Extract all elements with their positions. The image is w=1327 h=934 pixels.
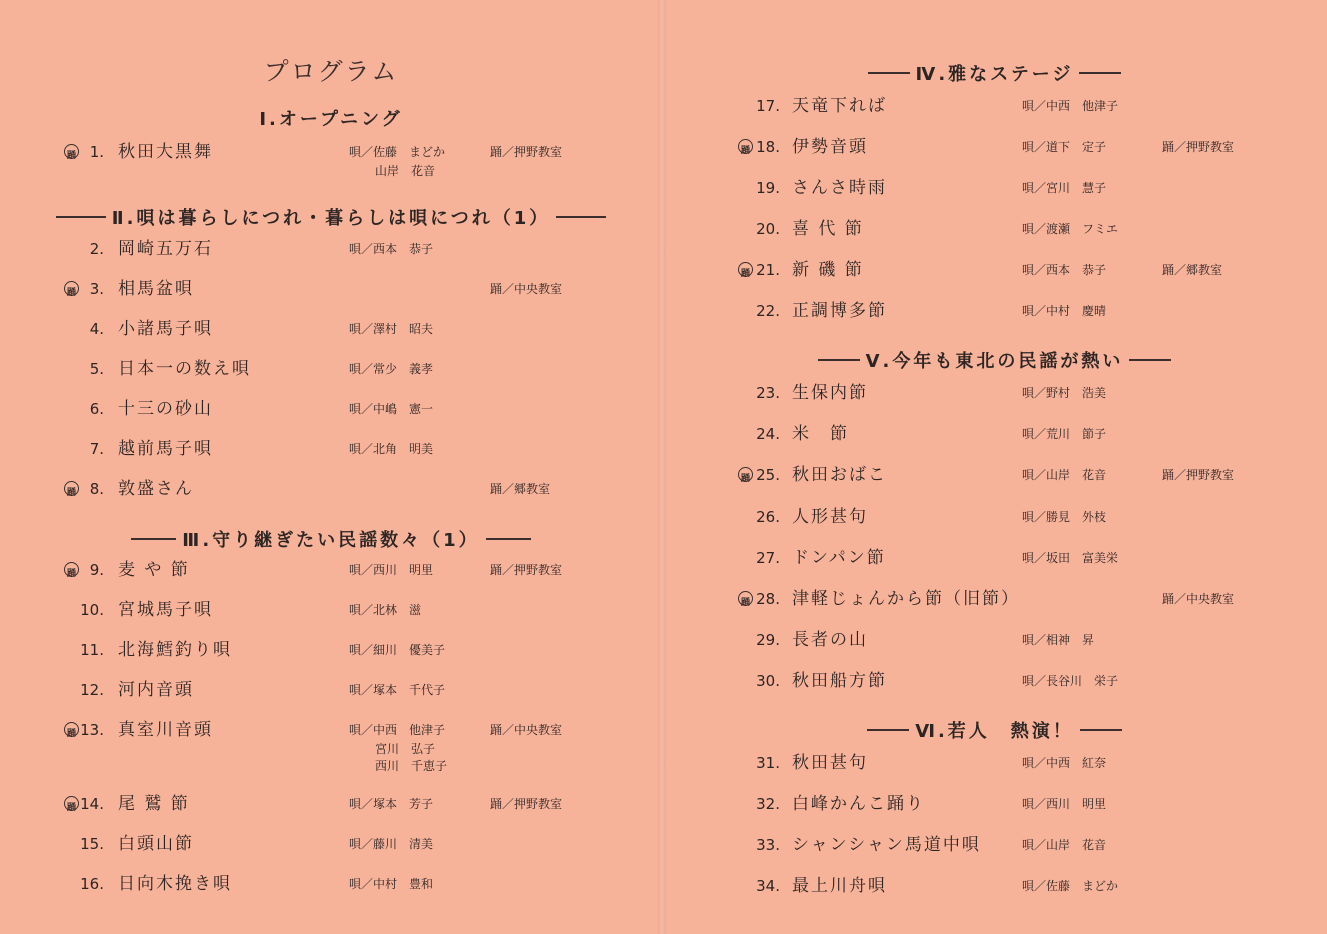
singer-name: 唄／渡瀬 フミエ	[1022, 222, 1119, 236]
song-title: シャンシャン馬道中唄	[792, 835, 981, 855]
item-number: 15.	[80, 835, 104, 853]
program-item	[0, 358, 662, 380]
singer-credit	[1022, 382, 1106, 404]
section-heading	[0, 526, 662, 552]
singer-credit	[349, 398, 433, 420]
singer-credit	[1022, 629, 1094, 651]
additional-singer: 宮川 弘子	[375, 742, 436, 756]
singer-name: 唄／塚本 千代子	[349, 683, 446, 697]
item-number: 25.	[756, 466, 780, 484]
program-item	[0, 438, 662, 460]
singer-name: 唄／塚本 芳子	[349, 797, 434, 811]
singer-credit	[1022, 752, 1106, 774]
song-title: 秋田おばこ	[792, 465, 887, 485]
singer-credit	[349, 873, 433, 895]
singer-credit	[1022, 506, 1106, 528]
singer-name: 唄／佐藤 まどか	[349, 145, 446, 159]
program-item	[662, 547, 1327, 569]
item-number: 23.	[756, 384, 780, 402]
program-item	[662, 177, 1327, 199]
song-title: 天竜下れば	[792, 96, 887, 116]
singer-credit	[1022, 259, 1106, 281]
program-item	[662, 588, 1327, 610]
heading-dash	[486, 538, 531, 540]
dance-mark-icon: 踊	[738, 591, 753, 606]
singer-name: 唄／西川 明里	[1022, 797, 1107, 811]
singer-credit	[349, 639, 445, 661]
item-number: 34.	[756, 877, 780, 895]
song-title: 白峰かんこ踊り	[792, 794, 925, 814]
dance-credit: 踊／押野教室	[1162, 468, 1235, 482]
singer-credit	[349, 599, 421, 621]
section-label: Ⅲ.守り継ぎたい民謡数々（1）	[182, 530, 480, 551]
item-number: 6.	[89, 400, 104, 418]
item-number: 27.	[756, 549, 780, 567]
dance-mark-icon: 踊	[738, 467, 753, 482]
item-number: 24.	[756, 425, 780, 443]
section-heading	[662, 60, 1327, 86]
section-label: Ⅴ.今年も東北の民謡が熱い	[865, 351, 1124, 372]
item-number: 13.	[80, 721, 104, 739]
item-number: 2.	[89, 240, 104, 258]
heading-dash	[1129, 359, 1171, 361]
program-item	[0, 873, 662, 895]
dance-credit: 踊／郷教室	[490, 482, 551, 496]
singer-credit	[349, 793, 433, 815]
singer-name: 唄／中西 他津子	[1022, 99, 1119, 113]
program-item	[0, 639, 662, 661]
item-number: 21.	[756, 261, 780, 279]
song-title: 尾 鷲 節	[118, 794, 190, 814]
song-title: 正調博多節	[792, 301, 887, 321]
dance-credit: 踊／押野教室	[1162, 140, 1235, 154]
heading-dash	[131, 538, 176, 540]
song-title: 日向木挽き唄	[118, 874, 232, 894]
song-title: 最上川舟唄	[792, 876, 887, 896]
song-title: 津軽じょんから節（旧節）	[792, 589, 1020, 609]
singer-credit	[1022, 875, 1118, 897]
song-title: 日本一の数え唄	[118, 359, 251, 379]
dance-mark-icon: 踊	[738, 262, 753, 277]
song-title: 白頭山節	[118, 834, 194, 854]
song-title: 北海鱈釣り唄	[118, 640, 232, 660]
program-item	[662, 95, 1327, 117]
section-heading	[662, 717, 1327, 743]
singer-credit	[349, 679, 445, 701]
singer-credit	[349, 141, 445, 180]
item-number: 33.	[756, 836, 780, 854]
singer-credit	[1022, 547, 1118, 569]
singer-credit	[1022, 793, 1106, 815]
singer-name: 唄／西本 恭子	[349, 242, 434, 256]
heading-dash	[1079, 72, 1121, 74]
singer-name: 唄／常少 義孝	[349, 362, 434, 376]
dance-credit: 踊／押野教室	[490, 797, 563, 811]
singer-credit	[1022, 177, 1106, 199]
singer-name: 唄／中村 慶晴	[1022, 304, 1107, 318]
item-number: 7.	[89, 440, 104, 458]
program-item	[662, 423, 1327, 445]
program-item	[662, 875, 1327, 897]
dance-credit: 踊／中央教室	[1162, 592, 1235, 606]
item-number: 28.	[756, 590, 780, 608]
program-item	[0, 278, 662, 300]
item-number: 12.	[80, 681, 104, 699]
item-number: 10.	[80, 601, 104, 619]
program-item	[0, 398, 662, 420]
item-number: 20.	[756, 220, 780, 238]
dance-mark-icon: 踊	[64, 796, 79, 811]
item-number: 30.	[756, 672, 780, 690]
singer-credit	[1022, 670, 1118, 692]
heading-dash	[1080, 729, 1122, 731]
item-number: 16.	[80, 875, 104, 893]
singer-credit	[1022, 423, 1106, 445]
dance-credit: 踊／中央教室	[490, 723, 563, 737]
song-title: 秋田大黒舞	[118, 142, 213, 162]
section-label: Ⅱ.唄は暮らしにつれ・暮らしは唄につれ（1）	[111, 208, 551, 229]
singer-credit	[349, 358, 433, 380]
singer-name: 唄／山岸 花音	[1022, 468, 1107, 482]
singer-credit	[1022, 218, 1118, 240]
program-item	[662, 136, 1327, 158]
section-heading	[0, 105, 662, 131]
singer-credit	[1022, 300, 1106, 322]
item-number: 26.	[756, 508, 780, 526]
item-number: 11.	[80, 641, 104, 659]
heading-dash	[556, 216, 606, 218]
section-label: Ⅰ.オープニング	[259, 109, 403, 130]
program-item	[0, 318, 662, 340]
singer-credit	[349, 318, 433, 340]
heading-dash	[56, 216, 106, 218]
singer-credit	[349, 719, 447, 775]
program-item	[0, 141, 662, 178]
singer-name: 唄／藤川 清美	[349, 837, 434, 851]
singer-credit	[349, 833, 433, 855]
singer-name: 唄／西本 恭子	[1022, 263, 1107, 277]
song-title: 喜 代 節	[792, 219, 864, 239]
dance-mark-icon: 踊	[64, 481, 79, 496]
singer-name: 唄／坂田 富美栄	[1022, 551, 1119, 565]
dance-mark-icon: 踊	[64, 281, 79, 296]
song-title: 越前馬子唄	[118, 439, 213, 459]
program-item	[0, 679, 662, 701]
item-number: 31.	[756, 754, 780, 772]
dance-mark-icon: 踊	[64, 562, 79, 577]
singer-name: 唄／長谷川 栄子	[1022, 674, 1119, 688]
program-item	[0, 833, 662, 855]
song-title: さんさ時雨	[792, 178, 887, 198]
song-title: 伊勢音頭	[792, 137, 868, 157]
dance-credit: 踊／押野教室	[490, 563, 563, 577]
song-title: 相馬盆唄	[118, 279, 194, 299]
singer-name: 唄／宮川 慧子	[1022, 181, 1107, 195]
program-item	[662, 834, 1327, 856]
program-item	[0, 478, 662, 500]
song-title: 十三の砂山	[118, 399, 213, 419]
song-title: 宮城馬子唄	[118, 600, 213, 620]
item-number: 29.	[756, 631, 780, 649]
heading-dash	[867, 729, 909, 731]
program-item	[0, 559, 662, 581]
section-heading	[662, 347, 1327, 373]
program-item	[662, 382, 1327, 404]
singer-name: 唄／勝見 外枝	[1022, 510, 1107, 524]
heading-dash	[868, 72, 910, 74]
program-item	[662, 793, 1327, 815]
item-number: 32.	[756, 795, 780, 813]
song-title: 秋田甚句	[792, 753, 868, 773]
dance-mark-icon: 踊	[64, 144, 79, 159]
singer-name: 唄／北角 明美	[349, 442, 434, 456]
singer-name: 唄／中西 紅奈	[1022, 756, 1107, 770]
singer-name: 唄／北林 滋	[349, 603, 422, 617]
program-item	[662, 218, 1327, 240]
program-item	[0, 793, 662, 815]
dance-credit: 踊／押野教室	[490, 145, 563, 159]
singer-name: 唄／細川 優美子	[349, 643, 446, 657]
song-title: 麦 や 節	[118, 560, 190, 580]
song-title: 長者の山	[792, 630, 868, 650]
song-title: 小諸馬子唄	[118, 319, 213, 339]
song-title: 岡崎五万石	[118, 239, 213, 259]
item-number: 17.	[756, 97, 780, 115]
song-title: 米 節	[792, 424, 849, 444]
program-title: プログラム	[263, 57, 399, 86]
section-heading	[0, 204, 662, 230]
singer-name: 唄／佐藤 まどか	[1022, 879, 1119, 893]
singer-name: 唄／荒川 節子	[1022, 427, 1107, 441]
program-item	[662, 670, 1327, 692]
song-title: 真室川音頭	[118, 720, 213, 740]
item-number: 5.	[89, 360, 104, 378]
singer-name: 唄／中西 他津子	[349, 723, 446, 737]
singer-name: 唄／中村 豊和	[349, 877, 434, 891]
song-title: 秋田船方節	[792, 671, 887, 691]
right-page	[662, 0, 1327, 934]
singer-name: 唄／道下 定子	[1022, 140, 1107, 154]
program-item	[662, 464, 1327, 486]
singer-credit	[349, 559, 433, 581]
program-item	[662, 506, 1327, 528]
left-page	[0, 0, 662, 934]
item-number: 14.	[80, 795, 104, 813]
singer-name: 唄／中嶋 憲一	[349, 402, 434, 416]
item-number: 22.	[756, 302, 780, 320]
singer-credit	[349, 238, 433, 260]
dance-credit: 踊／郷教室	[1162, 263, 1223, 277]
song-title: 人形甚句	[792, 507, 868, 527]
program-item	[662, 629, 1327, 651]
item-number: 3.	[89, 280, 104, 298]
singer-credit	[1022, 834, 1106, 856]
heading-dash	[818, 359, 860, 361]
song-title: 生保内節	[792, 383, 868, 403]
item-number: 18.	[756, 138, 780, 156]
program-item	[662, 752, 1327, 774]
singer-name: 唄／相神 昇	[1022, 633, 1095, 647]
section-label: Ⅳ.雅なステージ	[915, 64, 1074, 85]
item-number: 19.	[756, 179, 780, 197]
song-title: 新 磯 節	[792, 260, 864, 280]
singer-credit	[1022, 464, 1106, 486]
dance-mark-icon: 踊	[738, 139, 753, 154]
singer-name: 唄／野村 浩美	[1022, 386, 1107, 400]
item-number: 8.	[89, 480, 104, 498]
additional-singer: 山岸 花音	[375, 164, 436, 178]
program-item	[0, 719, 662, 773]
program-item	[662, 300, 1327, 322]
singer-name: 唄／西川 明里	[349, 563, 434, 577]
singer-credit	[1022, 95, 1118, 117]
singer-name: 唄／山岸 花音	[1022, 838, 1107, 852]
dance-mark-icon: 踊	[64, 722, 79, 737]
program-item	[662, 259, 1327, 281]
additional-singer: 西川 千恵子	[375, 759, 448, 773]
item-number: 4.	[89, 320, 104, 338]
song-title: 敦盛さん	[118, 479, 194, 499]
item-number: 9.	[89, 561, 104, 579]
singer-credit	[1022, 136, 1106, 158]
program-item	[0, 599, 662, 621]
item-number: 1.	[89, 143, 104, 161]
song-title: ドンパン節	[792, 548, 886, 568]
program-item	[0, 238, 662, 260]
section-label: Ⅵ.若人 熱演！	[915, 721, 1074, 742]
singer-credit	[349, 438, 433, 460]
song-title: 河内音頭	[118, 680, 194, 700]
singer-name: 唄／澤村 昭夫	[349, 322, 434, 336]
dance-credit: 踊／中央教室	[490, 282, 563, 296]
